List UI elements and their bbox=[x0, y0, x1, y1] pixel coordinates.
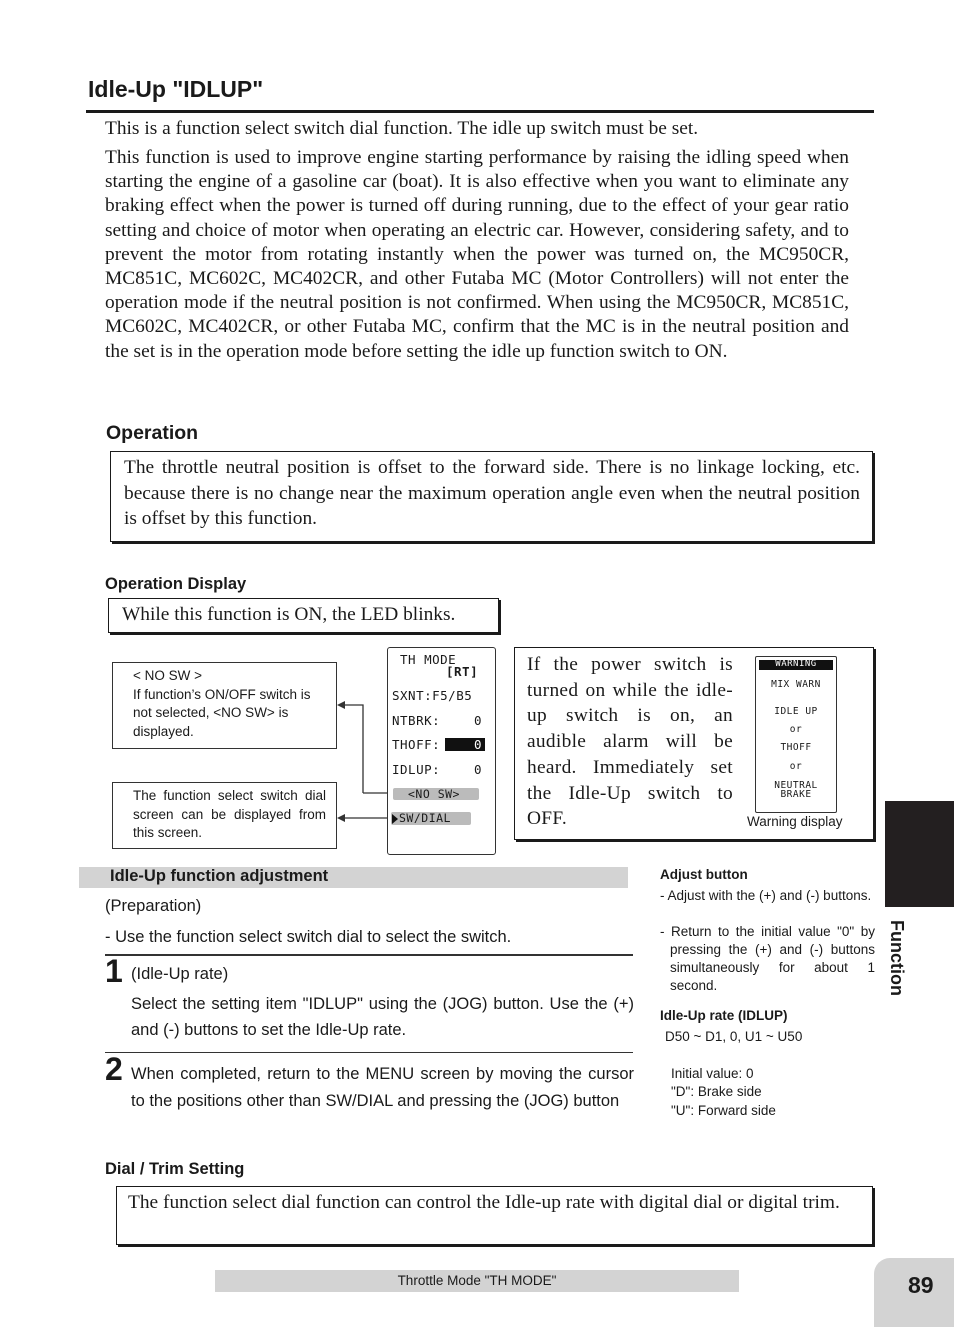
lcd-line-mode: [RT] bbox=[446, 664, 479, 679]
warning-line-brake: BRAKE bbox=[780, 789, 812, 800]
lcd-line-ntbrk-label: NTBRK: bbox=[392, 713, 441, 728]
lcd-line-thoff-label: THOFF: bbox=[392, 737, 441, 752]
operation-box bbox=[110, 451, 873, 542]
warning-header: WARNING bbox=[775, 659, 817, 669]
lcd-line-title: TH MODE bbox=[400, 652, 457, 667]
section-tab bbox=[885, 801, 954, 907]
rate-initial: Initial value: 0 bbox=[671, 1066, 754, 1081]
callout-no-sw bbox=[112, 662, 337, 749]
step2-number: 2 bbox=[105, 1051, 123, 1087]
warning-lcd-screen bbox=[755, 656, 837, 813]
led-note-box bbox=[108, 598, 499, 633]
title-rule bbox=[86, 110, 874, 113]
warning-line-idle: IDLE UP bbox=[774, 706, 818, 717]
lcd-pointer-icon bbox=[392, 814, 398, 824]
operation-heading: Operation bbox=[106, 422, 199, 444]
lcd-line-thoff-value: 0 bbox=[474, 737, 483, 752]
rate-d-side: "D": Brake side bbox=[671, 1084, 762, 1099]
operation-text: The throttle neutral position is offset to the forward side. There is no linkage locking, etc. because there is no change near the maximum operation angle even when the neutral position is offset by this function. bbox=[124, 457, 860, 529]
dial-trim-text: The function select dial function can control the Idle-up rate with digital dial or digital trim. bbox=[128, 1192, 840, 1213]
warning-line-or2: or bbox=[789, 761, 803, 772]
warning-line-mix: MIX WARN bbox=[771, 679, 821, 690]
adjustment-heading: Idle-Up function adjustment bbox=[110, 867, 329, 885]
callout-dial bbox=[112, 782, 337, 849]
callout-no-sw-text: If function’s ON/OFF switch is not selected, <NO SW> is displayed. bbox=[133, 686, 311, 739]
intro-paragraph-2: This function is used to improve engine starting performance by raising the idling speed when starting the engine of a gasoline car (boat). It is also effective when you want to eliminate any braking effect when the power is turned off during running, due to the effect of your gear ratio setting and choice of motor when operating an electric car. However, considering safety, and to prevent the motor from rotating instantly when the power was turned on, the MC950CR, MC851C, MC602C, MC402CR, and other Futaba MC (Motor Controllers) will not enter the operation mode if the neutral position is not confirmed. When using the MC950CR, MC851C, MC602C, MC402CR, or other Futaba MC, confirm that the MC is in the neutral position and the set is in the operation mode before setting the idle up function switch to ON. bbox=[105, 147, 849, 362]
dial-trim-box bbox=[116, 1186, 873, 1245]
footer-section-label: Throttle Mode "TH MODE" bbox=[397, 1273, 557, 1288]
page-number: 89 bbox=[908, 1272, 934, 1298]
lcd-line-swdial: SW/DIAL bbox=[399, 811, 451, 825]
page-title: Idle-Up "IDLUP" bbox=[88, 76, 264, 102]
warning-line-thoff: THOFF bbox=[780, 742, 812, 753]
warning-text: If the power switch is turned on while the idle-up switch is on, an audible alarm will be heard. Immediately set the Idle-Up switch to OFF. bbox=[527, 654, 733, 830]
led-note: While this function is ON, the LED blinks. bbox=[122, 604, 456, 625]
adjustment-prep: (Preparation) bbox=[105, 897, 202, 915]
intro-paragraph-1: This is a function select switch dial function. The idle up switch must be set. bbox=[105, 118, 699, 139]
adjust-note-2: - Return to the initial value "0" by pressing the (+) and (-) buttons simultaneously for about 1 second. bbox=[660, 924, 875, 993]
section-tab-label-wrap bbox=[881, 920, 911, 1010]
callout-dial-text: The function select switch dial screen can be displayed from this screen. bbox=[133, 788, 326, 840]
adjust-note-1: - Adjust with the (+) and (-) buttons. bbox=[660, 888, 872, 903]
warning-caption: Warning display bbox=[747, 814, 843, 829]
lcd-th-mode-screen bbox=[387, 647, 496, 855]
step1-number: 1 bbox=[105, 953, 123, 989]
lcd-line-nosw: <NO SW> bbox=[408, 787, 460, 801]
operation-display-heading: Operation Display bbox=[105, 575, 247, 593]
adjustment-prep-item: - Use the function select switch dial to select the switch. bbox=[105, 928, 512, 946]
rate-u-side: "U": Forward side bbox=[671, 1103, 776, 1118]
step1-title: (Idle-Up rate) bbox=[131, 965, 229, 983]
rate-range: D50 ~ D1, 0, U1 ~ U50 bbox=[665, 1029, 803, 1044]
adjust-button-heading: Adjust button bbox=[660, 867, 748, 882]
section-tab-label: Function bbox=[887, 920, 907, 996]
step1-rule bbox=[105, 954, 633, 956]
warning-line-or1: or bbox=[789, 724, 803, 735]
step2-rule bbox=[105, 1052, 633, 1053]
step2-text: When completed, return to the MENU screen by moving the cursor to the positions other than SW/DIAL and pressing the (JOG) button bbox=[131, 1065, 634, 1110]
lcd-line-idlup-label: IDLUP: bbox=[392, 762, 441, 777]
lcd-line-idlup-value: 0 bbox=[474, 762, 483, 777]
lcd-line-ntbrk-value: 0 bbox=[474, 713, 483, 728]
warning-line-neutral: NEUTRAL bbox=[774, 780, 818, 791]
lcd-line-sxnt: SXNT:F5/B5 bbox=[392, 688, 473, 703]
rate-heading: Idle-Up rate (IDLUP) bbox=[660, 1008, 788, 1023]
callout-no-sw-title: < NO SW > bbox=[133, 668, 203, 683]
step1-text: Select the setting item "IDLUP" using the (JOG) button. Use the (+) and (-) buttons to set the Idle-Up rate. bbox=[131, 995, 634, 1039]
dial-trim-heading: Dial / Trim Setting bbox=[105, 1160, 245, 1178]
